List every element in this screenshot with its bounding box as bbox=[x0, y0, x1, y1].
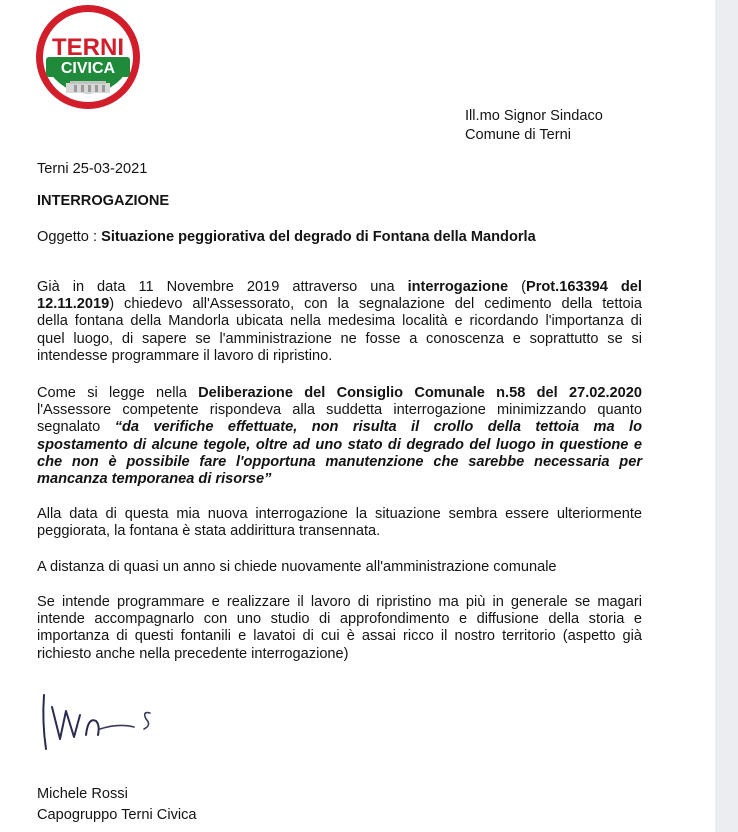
text-line: della fontana della Mandorla ubicata nella medesima località e ricordando l'importanza di bbox=[37, 313, 642, 330]
text-line: intende accompagnarlo con uno studio di approfondimento e diffusione della storia e bbox=[37, 611, 642, 628]
text-line: richiesto anche nella precedente interrogazione) bbox=[37, 645, 349, 662]
signature-image bbox=[38, 677, 168, 757]
text-line: peggiorata, la fontana è stata addirittura transennata. bbox=[37, 523, 381, 540]
text-line: spostamento di alcune tegole, oltre ad uno stato di degrado del luogo in questione e bbox=[37, 436, 642, 453]
subject-label: Oggetto : bbox=[37, 229, 102, 245]
text-line: segnalato “da verifiche effettuate, non risulta il crollo della tettoia ma lo bbox=[37, 419, 642, 436]
logo-main-text: TERNI bbox=[52, 34, 124, 61]
subject-line bbox=[37, 229, 536, 245]
signer-role: Capogruppo Terni Civica bbox=[37, 807, 197, 823]
recipient-line-1: Ill.mo Signor Sindaco bbox=[465, 108, 603, 124]
paragraph-1 bbox=[37, 279, 642, 365]
subject-text: Situazione peggiorativa del degrado di Fontana della Mandorla bbox=[101, 229, 536, 245]
paragraph-2 bbox=[37, 385, 642, 488]
text-line: che non è possibile fare l'opportuna manutenzione che sarebbe necessaria per bbox=[37, 453, 642, 470]
document-type: INTERROGAZIONE bbox=[37, 193, 170, 209]
text-line: intendesse programmare il lavoro di ripristino. bbox=[37, 347, 333, 364]
logo-sub-text: CIVICA bbox=[60, 60, 116, 77]
text-line: Alla data di questa mia nuova interrogazione la situazione sembra essere ulteriormente bbox=[37, 506, 642, 522]
page-margin-strip bbox=[715, 0, 738, 832]
document-date: Terni 25-03-2021 bbox=[37, 161, 148, 177]
text-line: importanza di questi fontanili e lavatoi di cui è assai ricco il nostro territorio (aspetto già bbox=[37, 628, 642, 645]
text-line: Se intende programmare e realizzare il lavoro di ripristino ma più in generale se magari bbox=[37, 594, 642, 610]
text-line: 12.11.2019) chiedevo all'Assessorato, con la segnalazione del cedimento della tettoia bbox=[37, 296, 642, 313]
terni-civica-logo bbox=[34, 3, 142, 111]
recipient-line-2: Comune di Terni bbox=[465, 127, 571, 143]
text-line: Già in data 11 Novembre 2019 attraverso una interrogazione (Prot.163394 del bbox=[37, 279, 642, 295]
recipient-block bbox=[465, 107, 603, 145]
logo-top-text: LISTA CIVICA bbox=[60, 16, 116, 36]
paragraph-5 bbox=[37, 594, 642, 663]
text-line: A distanza di quasi un anno si chiede nuovamente all'amministrazione comunale bbox=[37, 559, 557, 575]
text-line: mancanza temporanea di risorse” bbox=[37, 471, 272, 488]
paragraph-4 bbox=[37, 559, 642, 576]
text-line: Come si legge nella Deliberazione del Consiglio Comunale n.58 del 27.02.2020 bbox=[37, 385, 642, 401]
signer-name: Michele Rossi bbox=[37, 786, 128, 802]
signer-block bbox=[37, 784, 197, 826]
text-line: quel luogo, di sapere se l'amministrazione ne fosse a conoscenza e soprattutto se si bbox=[37, 330, 642, 347]
text-line: l'Assessore competente rispondeva alla suddetta interrogazione minimizzando quanto bbox=[37, 402, 642, 419]
paragraph-3 bbox=[37, 506, 642, 540]
